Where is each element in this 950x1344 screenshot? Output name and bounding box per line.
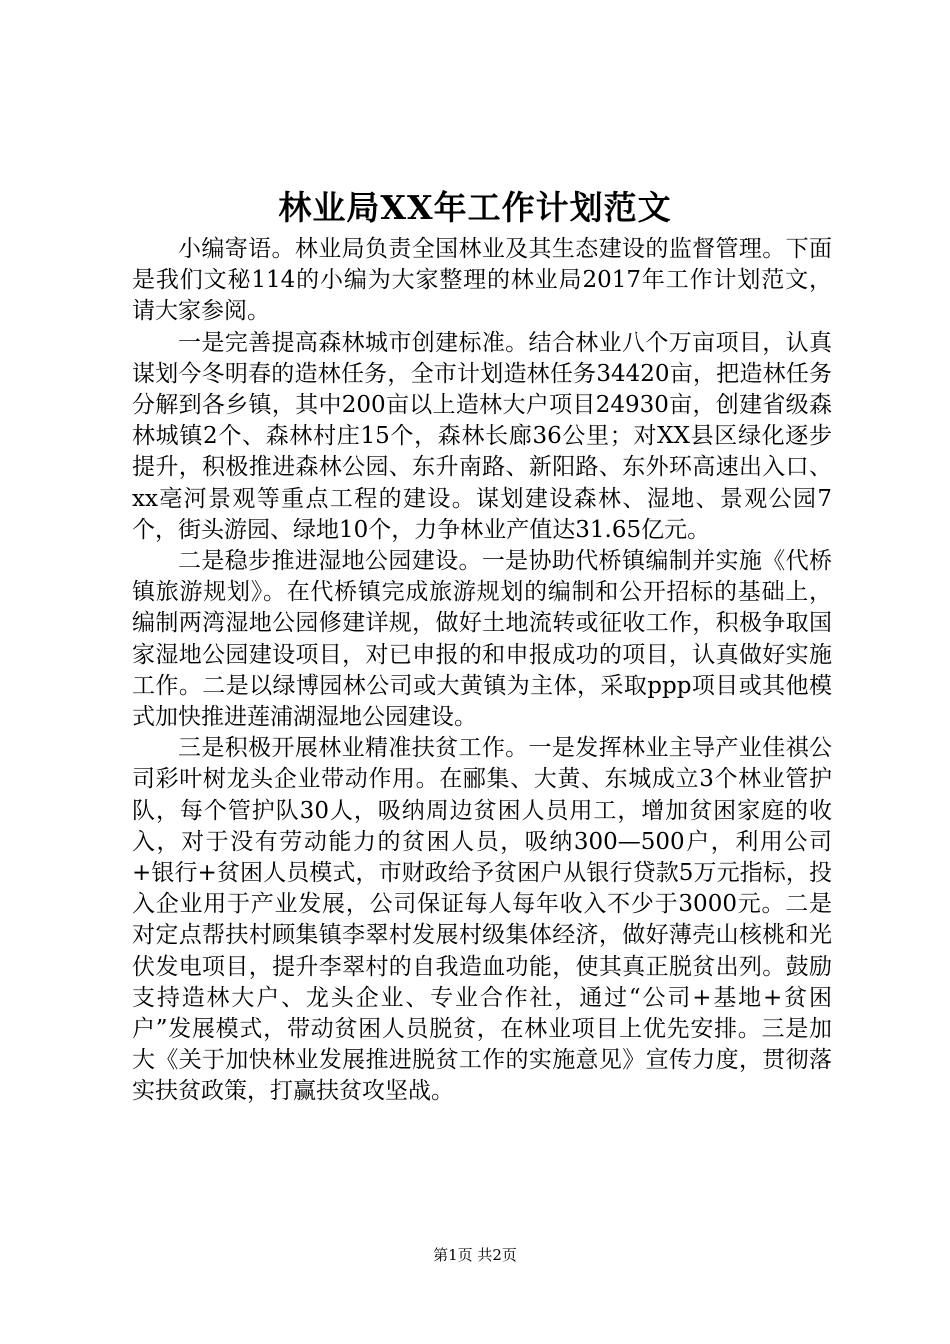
paragraph-intro: 小编寄语。林业局负责全国林业及其生态建设的监督管理。下面是我们文秘114的小编为大家整理的林业局2017年工作计划范文，请大家参阅。 xyxy=(132,236,832,325)
paragraph-poverty-alleviation: 三是积极开展林业精准扶贫工作。一是发挥林业主导产业佳祺公司彩叶树龙头企业带动作用。在郦集、大黄、东城成立3个林业管护队，每个管护队30人，吸纳周边贫困人员用工，增加贫困家庭的收入，对于没有劳动能力的贫困人员，吸纳300—500户，利用公司+银行+贫困人员模式，市财政给予贫困户从银行贷款5万元指标，投入企业用于产业发展，公司保证每人每年收入不少于3000元。二是对定点帮扶村顾集镇李翠村发展村级集体经济，做好薄壳山核桃和光伏发电项目，提升李翠村的自我造血功能，使其真正脱贫出列。鼓励支持造林大户、龙头企业、专业合作社，通过“公司+基地+贫困户”发展模式，带动贫困人员脱贫，在林业项目上优先安排。三是加大《关于加快林业发展推进脱贫工作的实施意见》宣传力度，贯彻落实扶贫政策，打赢扶贫攻坚战。 xyxy=(132,735,832,1105)
document-body xyxy=(132,234,832,1108)
paragraph-forest-city: 一是完善提高森林城市创建标准。结合林业八个万亩项目，认真谋划今冬明春的造林任务，全市计划造林任务34420亩，把造林任务分解到各乡镇，其中200亩以上造林大户项目24930亩，创建省级森林城镇2个、森林村庄15个，森林长廊36公里；对XX县区绿化逐步提升，积极推进森林公园、东升南路、新阳路、东外环高速出入口、xx亳河景观等重点工程的建设。谋划建设森林、湿地、景观公园7个，街头游园、绿地10个，力争林业产值达31.65亿元。 xyxy=(132,329,832,543)
paragraph-wetland-park: 二是稳步推进湿地公园建设。一是协助代桥镇编制并实施《代桥镇旅游规划》。在代桥镇完成旅游规划的编制和公开招标的基础上，编制两湾湿地公园修建详规，做好土地流转或征收工作，积极争取国家湿地公园建设项目，对已申报的和申报成功的项目，认真做好实施工作。二是以绿博园林公司或大黄镇为主体，采取ppp项目或其他模式加快推进莲浦湖湿地公园建设。 xyxy=(132,548,832,731)
document-title: 林业局XX年工作计划范文 xyxy=(278,188,672,227)
page-number-footer: 第1页 共2页 xyxy=(433,1246,517,1264)
